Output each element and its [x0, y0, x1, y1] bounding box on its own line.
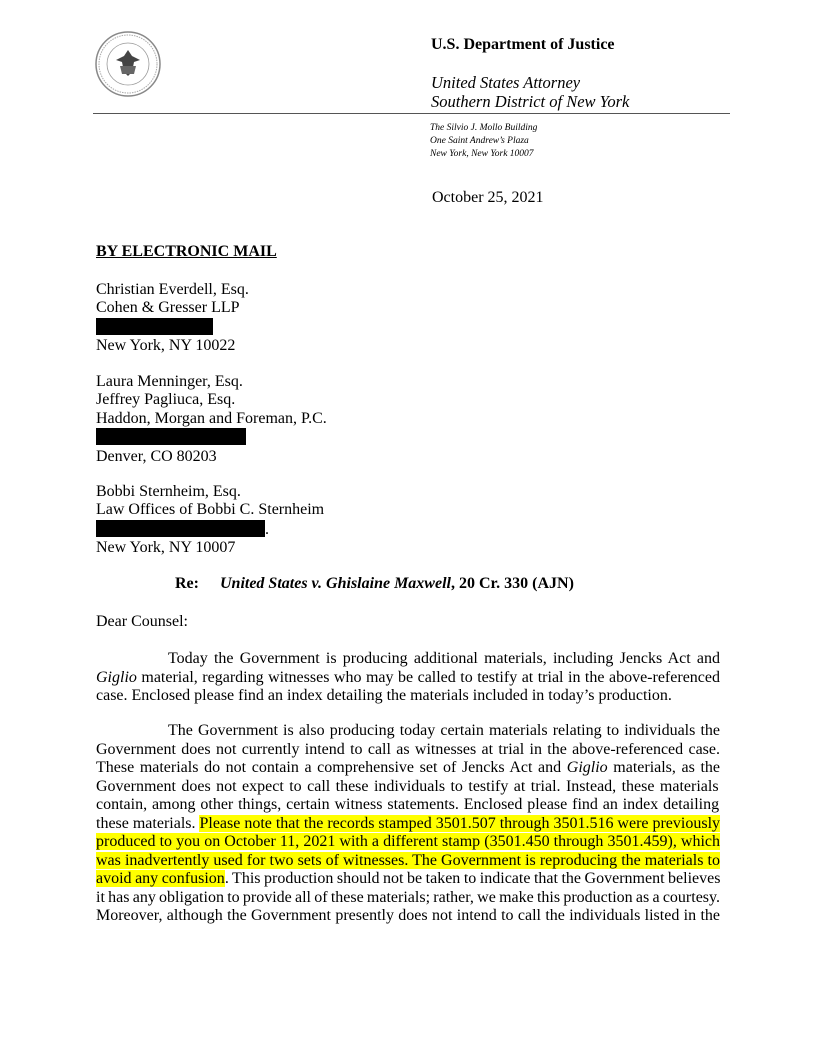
- recipient-city: New York, NY 10007: [96, 539, 236, 557]
- address-period: .: [265, 520, 269, 538]
- re-label: Re:: [175, 575, 199, 592]
- office-address-line: The Silvio J. Mollo Building: [430, 123, 538, 133]
- text-run: Government does not expect to call these individuals to testify at trial. Instead, these materials: [96, 777, 719, 795]
- recipient-name: Laura Menninger, Esq.: [96, 373, 243, 390]
- text-run: it has any obligation to provide all of these materials; rather, we make this production as a courtesy.: [96, 888, 720, 906]
- re-line: [175, 575, 574, 593]
- paragraph-line: [96, 889, 720, 908]
- text-run: Moreover, although the Government presently does not intend to call the individuals listed in the: [96, 907, 720, 924]
- paragraph-line: [96, 870, 720, 889]
- office-district: Southern District of New York: [431, 92, 630, 111]
- text-run: these materials.: [96, 814, 200, 832]
- paragraph-line: [96, 852, 720, 871]
- department-name: U.S. Department of Justice: [431, 36, 615, 53]
- recipient-block: [96, 373, 327, 466]
- recipient-name: Jeffrey Pagliuca, Esq.: [96, 391, 236, 409]
- text-run: materials, as the: [607, 759, 721, 776]
- recipient-city: New York, NY 10022: [96, 337, 236, 355]
- highlighted-text: Please note that the records stamped 3501.507 through 3501.516 were previously: [199, 814, 721, 832]
- paragraph-line: [96, 907, 720, 926]
- case-caption: United States v. Ghislaine Maxwell: [219, 575, 451, 592]
- office-address-line: One Saint Andrew’s Plaza: [430, 136, 529, 146]
- office-address-line: New York, New York 10007: [430, 149, 534, 159]
- text-run: These materials do not contain a comprehensive set of Jencks Act and: [96, 759, 567, 776]
- highlighted-text: was inadvertently used for two sets of witnesses. The Government is reproducing the materials to: [96, 851, 720, 869]
- recipient-block: [96, 483, 324, 558]
- recipient-name: Bobbi Sternheim, Esq.: [96, 483, 241, 500]
- recipient-city: Denver, CO 80203: [96, 447, 217, 465]
- paragraph-line: [96, 796, 720, 815]
- recipient-name: Christian Everdell, Esq.: [96, 281, 249, 298]
- highlighted-text: produced to you on October 11, 2021 with a different stamp (3501.450 through 3501.459), which: [96, 833, 720, 850]
- paragraph-line: [96, 778, 720, 797]
- text-run: contain, among other things, certain witness statements. Enclosed please find an index detailing: [96, 796, 720, 813]
- paragraph-line: [96, 759, 720, 778]
- letter-date: October 25, 2021: [432, 189, 544, 206]
- header-divider: [93, 113, 730, 114]
- paragraph-line: [96, 669, 720, 688]
- body-paragraph-2: [96, 722, 720, 926]
- text-run: . This production should not be taken to indicate that the Government believes: [224, 870, 721, 887]
- delivery-method: BY ELECTRONIC MAIL: [96, 243, 277, 260]
- doj-seal-logo: [94, 30, 162, 98]
- paragraph-line: [96, 722, 720, 741]
- recipient-firm: Cohen & Gresser LLP: [96, 299, 240, 317]
- office-title: United States Attorney: [431, 73, 581, 92]
- highlighted-text: avoid any confusion: [96, 870, 225, 887]
- paragraph-line: [96, 833, 720, 852]
- body-paragraph-1: [96, 650, 720, 706]
- paragraph-line: [96, 815, 720, 834]
- redacted-street-address: [96, 428, 246, 445]
- italic-text: Giglio: [96, 668, 137, 686]
- text-run: The Government is also producing today certain materials relating to individuals the: [168, 722, 720, 739]
- redacted-street-address: [96, 318, 213, 335]
- italic-text: Giglio: [566, 759, 608, 776]
- recipient-firm: Law Offices of Bobbi C. Sternheim: [96, 501, 325, 519]
- paragraph-line: [96, 687, 720, 706]
- text-run: Government does not currently intend to call as witnesses at trial in the above-referenced case.: [96, 740, 720, 758]
- salutation: Dear Counsel:: [96, 613, 188, 630]
- recipient-block: [96, 281, 249, 356]
- recipient-firm: Haddon, Morgan and Foreman, P.C.: [96, 409, 327, 427]
- text-run: Today the Government is producing additional materials, including Jencks Act and: [168, 650, 720, 667]
- text-run: material, regarding witnesses who may be called to testify at trial in the above-referenced: [136, 668, 720, 686]
- docket-number: , 20 Cr. 330 (AJN): [450, 575, 574, 592]
- paragraph-line: [96, 741, 720, 760]
- text-run: case. Enclosed please find an index detailing the materials included in today’s production.: [96, 687, 672, 704]
- redacted-street-address: [96, 520, 265, 537]
- paragraph-line: [96, 650, 720, 669]
